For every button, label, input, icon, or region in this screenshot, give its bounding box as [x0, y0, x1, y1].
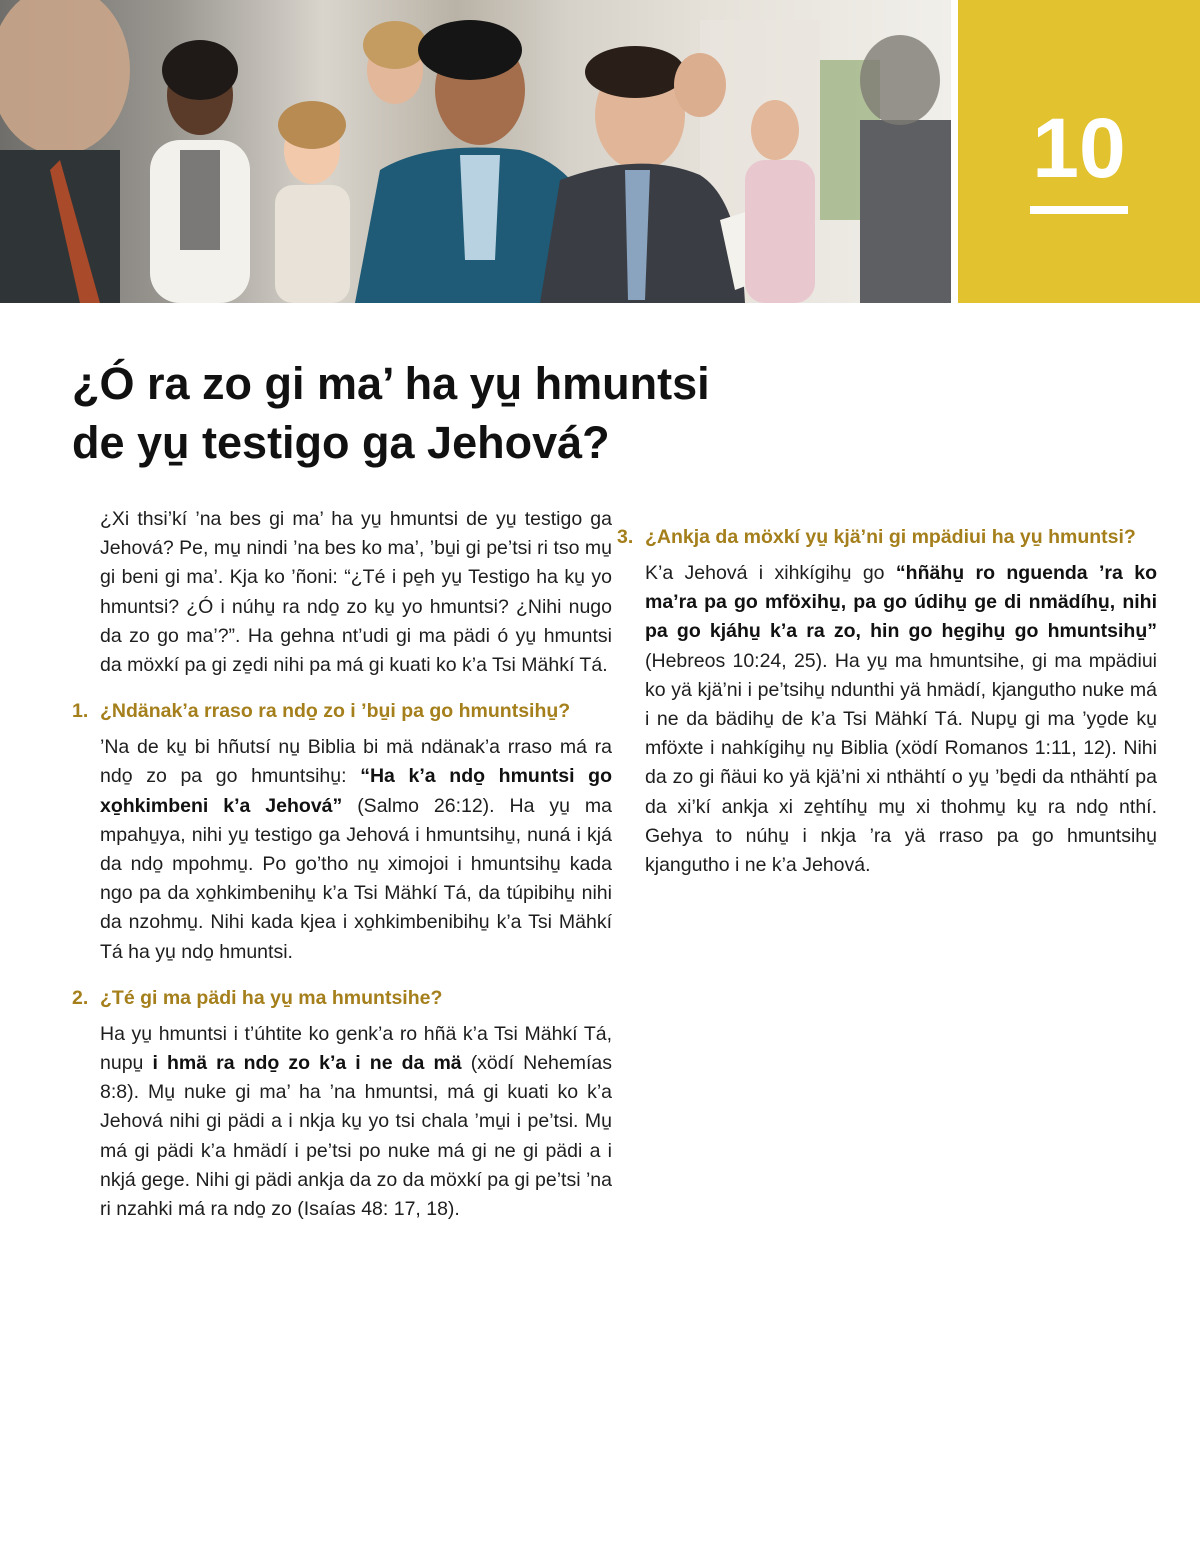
congregation-meeting-photo-icon [0, 0, 951, 303]
lesson-number: 10 [1032, 101, 1126, 195]
question-3-text: ¿Ankja da möxkí yu̱ kjä’ni gi mpädiui ha yu̱ hmuntsi? [645, 526, 1136, 548]
page-title-line-1: ¿Ó ra zo gi ma’ ha yu̱ hmuntsi [72, 358, 710, 409]
answer-2-text-b: (xödí Nehemías 8:8). Mu̱ nuke gi ma’ ha ’na hmuntsi, má gi kuati ko k’a Jehová nihi gi pädi a i nkja ku̱ yo tsi chala ’mu̱i i pe’tsi. Mu̱ má gi pädi k’a hmädí i pe’tsi po nuke má gi ne gi pädi a i nkjá gege. Nihi gi pädi ankja da zo da möxkí pa gi pe’tsi ’na ri nzahki má ra ndo̱ zo (Isaías 48: 17, 18). [100, 1052, 612, 1221]
answer-1-paragraph [100, 733, 612, 967]
right-column [617, 505, 1157, 880]
answer-3-text-b: (Hebreos 10:24, 25). Ha yu̱ ma hmuntsihe, gi ma mpädiui ko yä kjä’ni i pe’tsihu̱ ndunthi yä hmädí, kjangutho nuke má i ne da bädihu̱ de k’a Tsi Mähkí Tá. Nupu̱ gi ma ’yo̱de ku̱ mföxte i nahkígihu̱ nu̱ Biblia (xödí Romanos 1:11, 12). Nihi da zo gi ñäui ko yä kjä’ni xi nthähtí o yu̱ ’be̱di da nthähtí pa da xi’kí ankja xi ze̱htíhu̱ mu̱ xi thohmu̱ ku̱ ra ndo̱ nthí. Gehya to núhu̱ i nkja ’ra yä rraso pa go hmuntsihu̱ kjangutho i ne k’a Jehová. [645, 649, 1157, 877]
answer-2-emphasis: i hmä ra ndo̱ zo k’a i ne da mä [152, 1052, 462, 1075]
left-column [72, 505, 612, 1224]
answer-1-scripture-quote: “Ha k’a ndo̱ hmuntsi go xo̱hkimbeni k’a Jehová” [100, 765, 612, 817]
answer-1-text-a: ’Na de ku̱ bi hñutsí nu̱ Biblia bi mä ndänak’a rraso má ra ndo̱ zo pa go hmuntsihu̱: [100, 736, 612, 788]
page-title [72, 354, 872, 472]
question-2-text: ¿Té gi ma pädi ha yu̱ ma hmuntsihe? [100, 986, 443, 1009]
answer-3-paragraph [645, 559, 1157, 880]
intro-paragraph: ¿Xi thsi’kí ’na bes gi ma’ ha yu̱ hmuntsi de yu̱ testigo ga Jehová? Pe, mu̱ nindi ’na bes ko ma’, ’bu̱i gi pe’tsi ri tso mu̱ gi beni gi ma’. Kja ko ’ñoni: “¿Té i pe̱h yu̱ Testigo ha ku̱ yo hmuntsi? ¿Ó i núhu̱ ra ndo̱ zo ku̱ yo hmuntsi? ¿Nihi nugo da zo go ma’?”. Ha gehna nt’udi gi ma pädi ó yu̱ hmuntsi da möxkí pa gi ze̱di nihi pa má gi kuati ko k’a Tsi Mähkí Tá. [100, 508, 612, 677]
question-3-number: 3. [617, 526, 634, 548]
question-2-number: 2. [72, 986, 89, 1009]
question-3 [617, 523, 1157, 552]
answer-3-text-a: K’a Jehová i xihkígihu̱ go [645, 562, 896, 584]
hero-photo [0, 0, 951, 303]
page-title-line-2: de yu̱ testigo ga Jehová? [72, 417, 610, 468]
question-2 [72, 984, 612, 1013]
answer-2-text-a: Ha yu̱ hmuntsi i t’úhtite ko genk’a ro hñä k’a Tsi Mähkí Tá, nupu̱ [100, 1022, 612, 1075]
question-1-number: 1. [72, 700, 89, 723]
answer-2-paragraph [100, 1020, 612, 1224]
question-1 [72, 697, 612, 726]
lesson-number-block [958, 0, 1200, 303]
lesson-number-underline [1030, 206, 1128, 214]
question-1-text: ¿Ndänak’a rraso ra ndo̱ zo i ’bu̱i pa go hmuntsihu̱? [100, 700, 571, 723]
answer-3-scripture-quote: “hñähu̱ ro nguenda ’ra ko ma’ra pa go mföxihu̱, pa go údihu̱ ge di nmädíhu̱, nihi pa go kjáhu̱ k’a ra zo, hin go he̱gihu̱ go hmuntsihu̱” [645, 562, 1157, 643]
answer-1-text-b: (Salmo 26:12). Ha yu̱ ma mpahu̱ya, nihi yu̱ testigo ga Jehová i hmuntsihu̱, nuná i kjá da ndo̱ mpohmu̱. Po go’tho nu̱ ximojoi i hmuntsihu̱ kada ngo pa da xo̱hkimbenihu̱ k’a Tsi Mähkí Tá, da túpibihu̱ nihi da nzohmu̱. Nihi kada kjea i xo̱hkimbenibihu̱ k’a Tsi Mähkí Tá ha yu̱ ndo̱ hmuntsi. [100, 794, 612, 963]
